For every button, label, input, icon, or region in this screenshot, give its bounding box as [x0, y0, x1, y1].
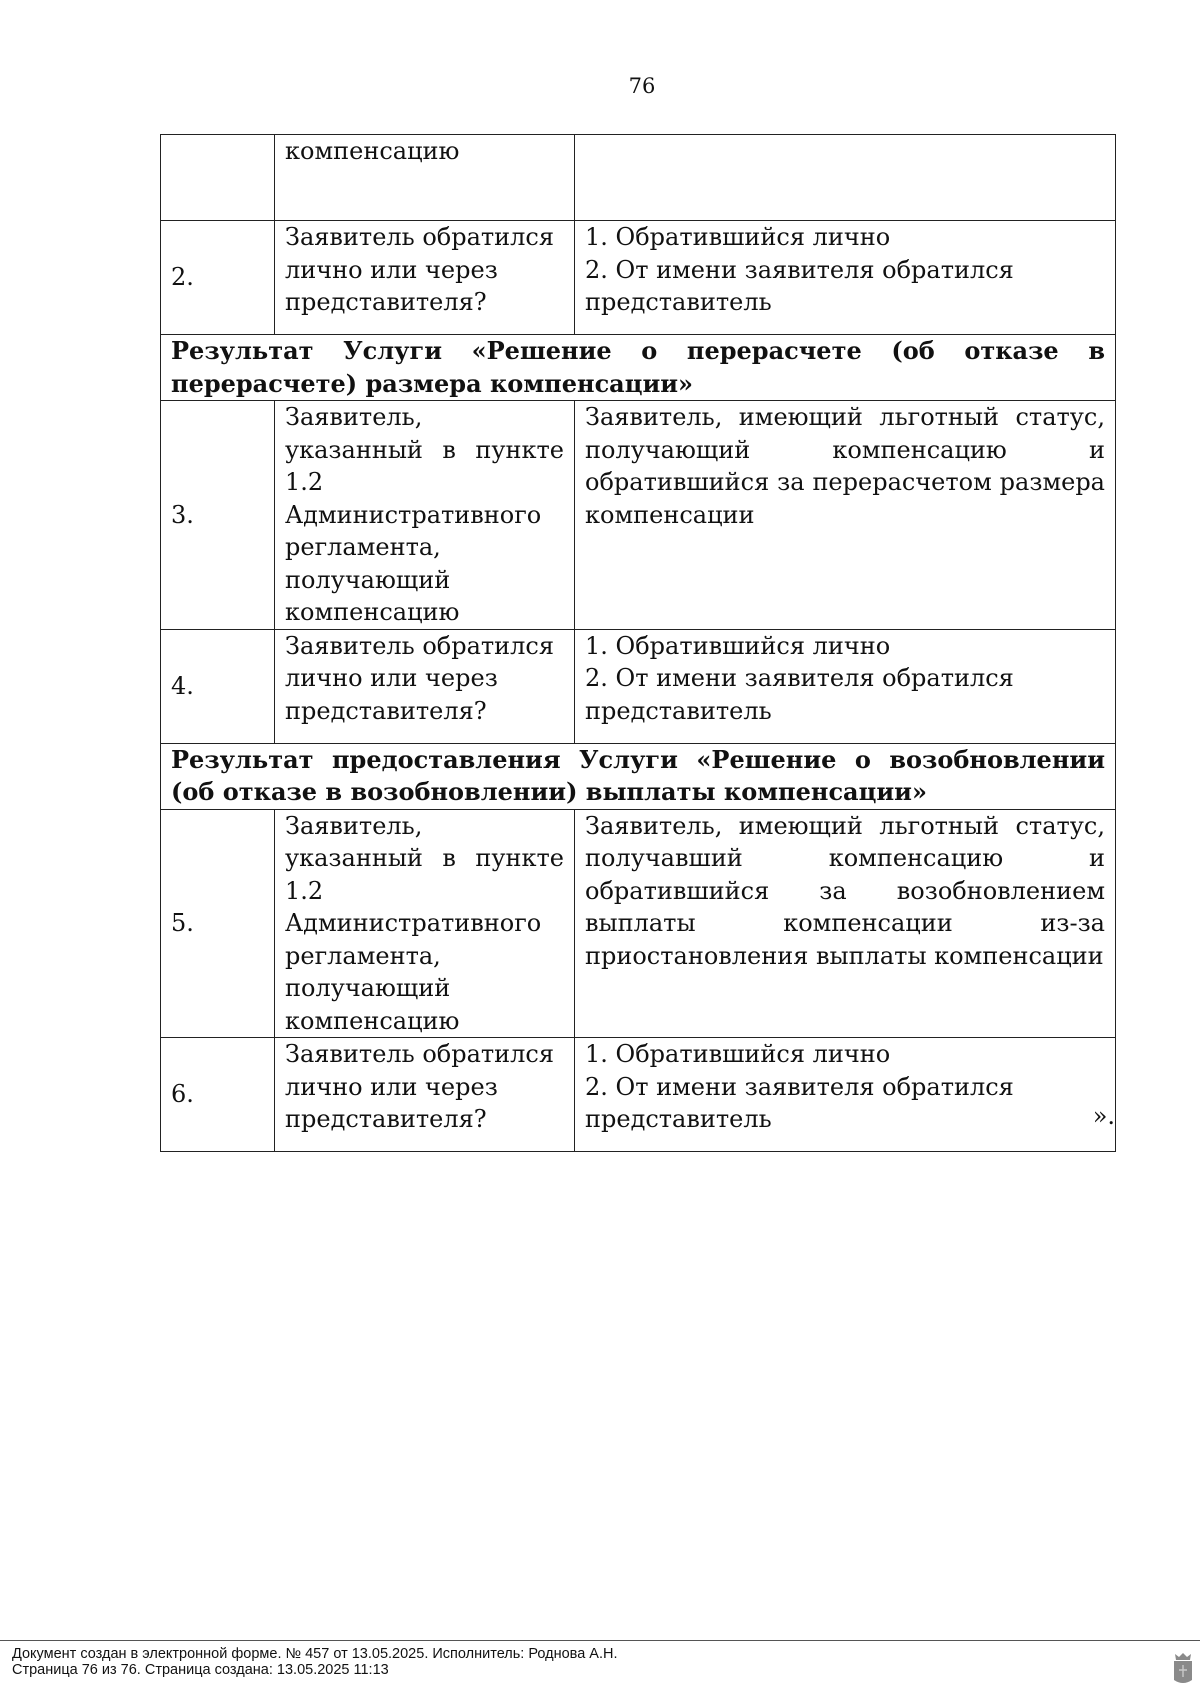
question-cell: Заявитель обратился лично или через представителя? [275, 629, 575, 743]
table-row [161, 401, 1116, 630]
coat-of-arms-icon [1172, 1650, 1194, 1686]
row-number: 3. [161, 401, 275, 630]
answer-cell: Заявитель, имеющий льготный статус, получающий компенсацию и обратившийся за перерасчетом размера компенсации [575, 401, 1116, 630]
page-number: 76 [628, 74, 656, 98]
answer-line: 1. Обратившийся лично [585, 631, 891, 660]
question-cell: компенсацию [275, 135, 575, 221]
row-number: 4. [161, 629, 275, 743]
row-number [161, 135, 275, 221]
document-table [160, 134, 1116, 1152]
footer [12, 1646, 618, 1678]
question-cell: Заявитель обратился лично или через представителя? [275, 221, 575, 335]
section-header: Результат Услуги «Решение о перерасчете (об отказе в перерасчете) размера компенсации» [161, 335, 1116, 401]
closing-quote: ». [1092, 1102, 1115, 1130]
answer-cell: Заявитель, имеющий льготный статус, получавший компенсацию и обратившийся за возобновлением выплаты компенсации из-за приостановления выплаты компенсации [575, 809, 1116, 1038]
question-cell: Заявитель, указанный в пункте 1.2 Административного регламента, получающий компенсацию [275, 809, 575, 1038]
footer-divider [0, 1640, 1200, 1641]
answer-cell [575, 135, 1116, 221]
table-row [161, 629, 1116, 743]
question-cell: Заявитель обратился лично или через представителя? [275, 1038, 575, 1152]
footer-line-document: Документ создан в электронной форме. № 457 от 13.05.2025. Исполнитель: Роднова А.Н. [12, 1646, 618, 1662]
answer-cell [575, 221, 1116, 335]
row-number: 6. [161, 1038, 275, 1152]
section-header-row [161, 743, 1116, 809]
answer-line: представитель [585, 696, 772, 725]
answer-line: представитель [585, 288, 772, 316]
table-row [161, 809, 1116, 1038]
answer-cell [575, 1038, 1116, 1152]
answer-line: 1. Обратившийся лично [585, 223, 891, 251]
footer-line-page: Страница 76 из 76. Страница создана: 13.05.2025 11:13 [12, 1662, 389, 1678]
table-row [161, 221, 1116, 335]
answer-line: 1. Обратившийся лично [585, 1040, 891, 1068]
answer-cell [575, 629, 1116, 743]
question-cell: Заявитель, указанный в пункте 1.2 Административного регламента, получающий компенсацию [275, 401, 575, 630]
section-header: Результат предоставления Услуги «Решение о возобновлении (об отказе в возобновлении) выплаты компенсации» [161, 743, 1116, 809]
row-number: 2. [161, 221, 275, 335]
table-row [161, 1038, 1116, 1152]
answer-line: 2. От имени заявителя обратился [585, 1072, 1014, 1101]
section-header-row [161, 335, 1116, 401]
answer-line: 2. От имени заявителя обратился [585, 664, 1014, 692]
row-number: 5. [161, 809, 275, 1038]
answer-line: 2. От имени заявителя обратился [585, 255, 1014, 284]
answer-line: представитель [585, 1105, 772, 1133]
table-row [161, 135, 1116, 221]
